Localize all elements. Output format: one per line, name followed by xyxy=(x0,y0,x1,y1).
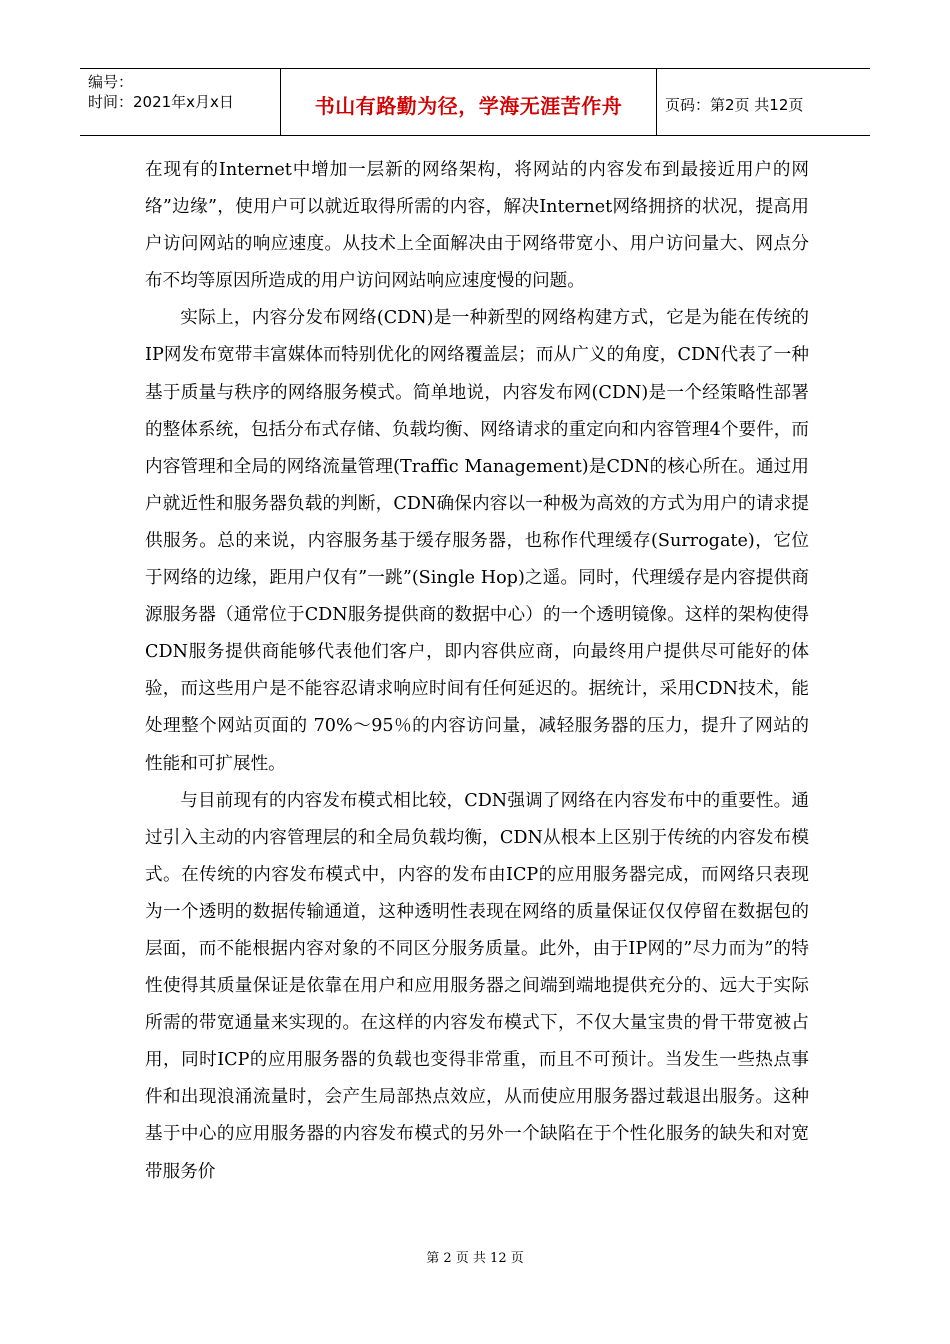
document-number-label: 编号： xyxy=(88,73,134,91)
page-footer xyxy=(0,1247,950,1266)
header-page-label: 页码：第2页 共12页 xyxy=(665,95,804,114)
body-paragraph-3: 与目前现有的内容发布模式相比较，CDN强调了网络在内容发布中的重要性。通过引入主动的内容管理层的和全局负载均衡，CDN从根本上区别于传统的内容发布模式。在传统的内容发布模式中，内容的发布由ICP的应用服务器完成，而网络只表现为一个透明的数据传输通道，这种透明性表现在网络的质量保证仅仅停留在数据包的层面，而不能根据内容对象的不同区分服务质量。此外，由于IP网的”尽力而为”的特性使得其质量保证是依靠在用户和应用服务器之间端到端地提供充分的、远大于实际所需的带宽通量来实现的。在这样的内容发布模式下，不仅大量宝贵的骨干带宽被占用，同时ICP的应用服务器的负载也变得非常重，而且不可预计。当发生一些热点事件和出现浪涌流量时，会产生局部热点效应，从而使应用服务器过载退出服务。这种基于中心的应用服务器的内容发布模式的另外一个缺陷在于个性化服务的缺失和对宽带服务价 xyxy=(145,790,809,1182)
header-motto: 书山有路勤为径，学海无涯苦作舟 xyxy=(314,93,623,118)
document-header xyxy=(80,68,870,136)
header-meta-cell xyxy=(80,69,281,135)
header-page-cell xyxy=(657,69,870,135)
header-motto-cell xyxy=(281,69,657,135)
body-paragraph-1: 在现有的Internet中增加一层新的网络架构，将网站的内容发布到最接近用户的网络”边缘”，使用户可以就近取得所需的内容，解决Internet网络拥挤的状况，提高用户访问网站的响应速度。从技术上全面解决由于网络带宽小、用户访问量大、网点分布不均等原因所造成的用户访问网站响应速度慢的问题。 xyxy=(145,160,809,292)
footer-page-number: 第 2 页 共 12 页 xyxy=(426,1251,524,1266)
document-date-label: 时间：2021年x月x日 xyxy=(88,93,234,111)
document-body xyxy=(145,152,809,1191)
body-paragraph-2: 实际上，内容分发布网络(CDN)是一种新型的网络构建方式，它是为能在传统的IP网发布宽带丰富媒体而特别优化的网络覆盖层；而从广义的角度，CDN代表了一种基于质量与秩序的网络服务模式。简单地说，内容发布网(CDN)是一个经策略性部署的整体系统，包括分布式存储、负载均衡、网络请求的重定向和内容管理4个要件，而内容管理和全局的网络流量管理(Traffic Management)是CDN的核心所在。通过用户就近性和服务器负载的判断，CDN确保内容以一种极为高效的方式为用户的请求提供服务。总的来说，内容服务基于缓存服务器，也称作代理缓存(Surrogate)，它位于网络的边缘，距用户仅有”一跳”(Single Hop)之遥。同时，代理缓存是内容提供商源服务器（通常位于CDN服务提供商的数据中心）的一个透明镜像。这样的架构使得CDN服务提供商能够代表他们客户，即内容供应商，向最终用户提供尽可能好的体验，而这些用户是不能容忍请求响应时间有任何延迟的。据统计，采用CDN技术，能处理整个网站页面的 70%～95％的内容访问量，减轻服务器的压力，提升了网站的性能和可扩展性。 xyxy=(145,308,809,774)
